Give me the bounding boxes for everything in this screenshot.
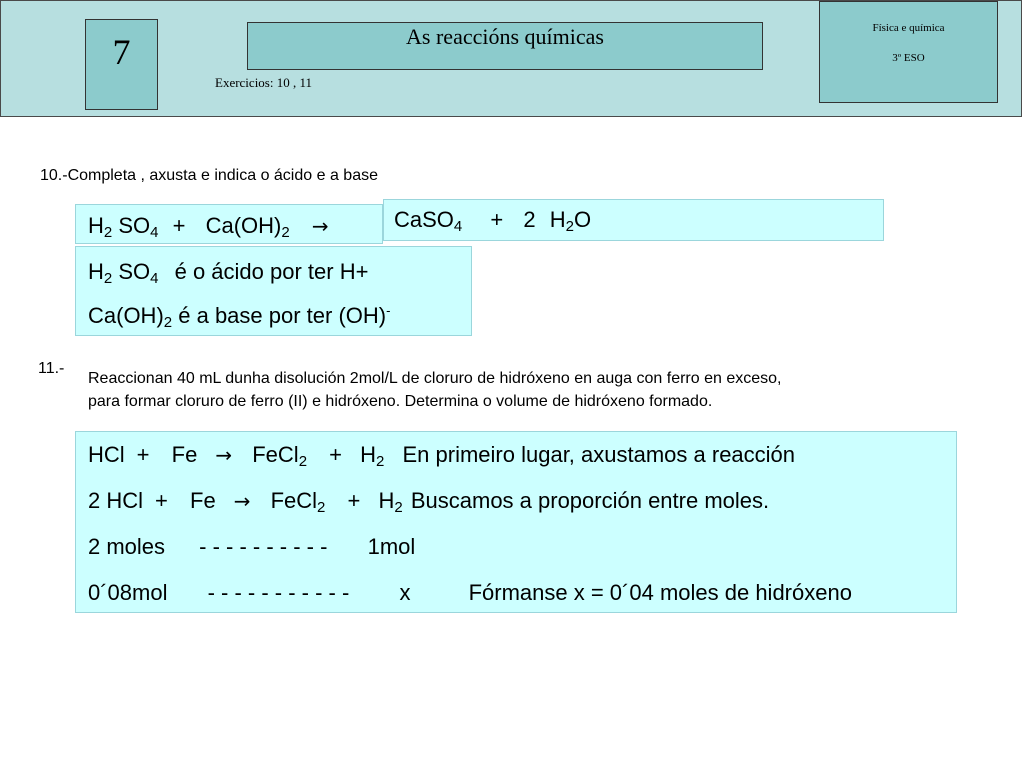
course-box [819,1,998,103]
subject-label: Física e química [872,22,945,34]
reaction-right: CaSO$_4$ + 2 $H_2O$ [394,207,592,235]
reaction-right-box [383,199,884,241]
chapter-number: 7 [85,19,158,110]
arrow-icon: → [233,489,251,513]
base-line: $Ca(OH)_2$ é a base por ter (OH)- [88,303,391,331]
solution-line-4: 0´08mol - - - - - - - - - - - x Fórmanse x = 0´04 moles de hidróxeno [88,580,852,605]
level-label: 3º ESO [892,52,925,64]
arrow-icon: → [311,214,329,238]
q10-prompt: 10.-Completa , axusta e indica o ácido e a base [40,167,378,184]
reaction-left: $H_2$ $SO_4 + Ca(OH)_2$ → [88,213,329,241]
solution-line-1: HCl + Fe → FeCl$_2$ + $H_2$ En primeiro lugar, axustamos a reacción [88,442,796,470]
reaction-left-box [75,204,383,244]
q11-text-line2: para formar cloruro de ferro (II) e hidróxeno. Determina o volume de hidróxeno formado. [88,393,713,410]
exercises-label: Exercicios: 10 , 11 [215,75,312,90]
arrow-icon: → [215,443,233,467]
q11-text-line1: Reaccionan 40 mL dunha disolución 2mol/L de cloruro de hidróxeno en auga con ferro en exceso, [88,370,782,387]
solution-line-2: 2 HCl + Fe → FeCl$_2$ + $H_2$ Buscamos a proporción entre moles. [88,488,770,516]
q11-label: 11.- [38,360,65,377]
header-bar [0,0,1022,117]
page-title: As reaccións químicas [247,22,763,70]
solution-box [75,431,957,613]
solution-line-3: 2 moles - - - - - - - - - - 1mol [88,534,416,559]
acid-base-box [75,246,472,336]
acid-line: $H_2$ $SO_4$ é o ácido por ter H+ [88,259,369,287]
